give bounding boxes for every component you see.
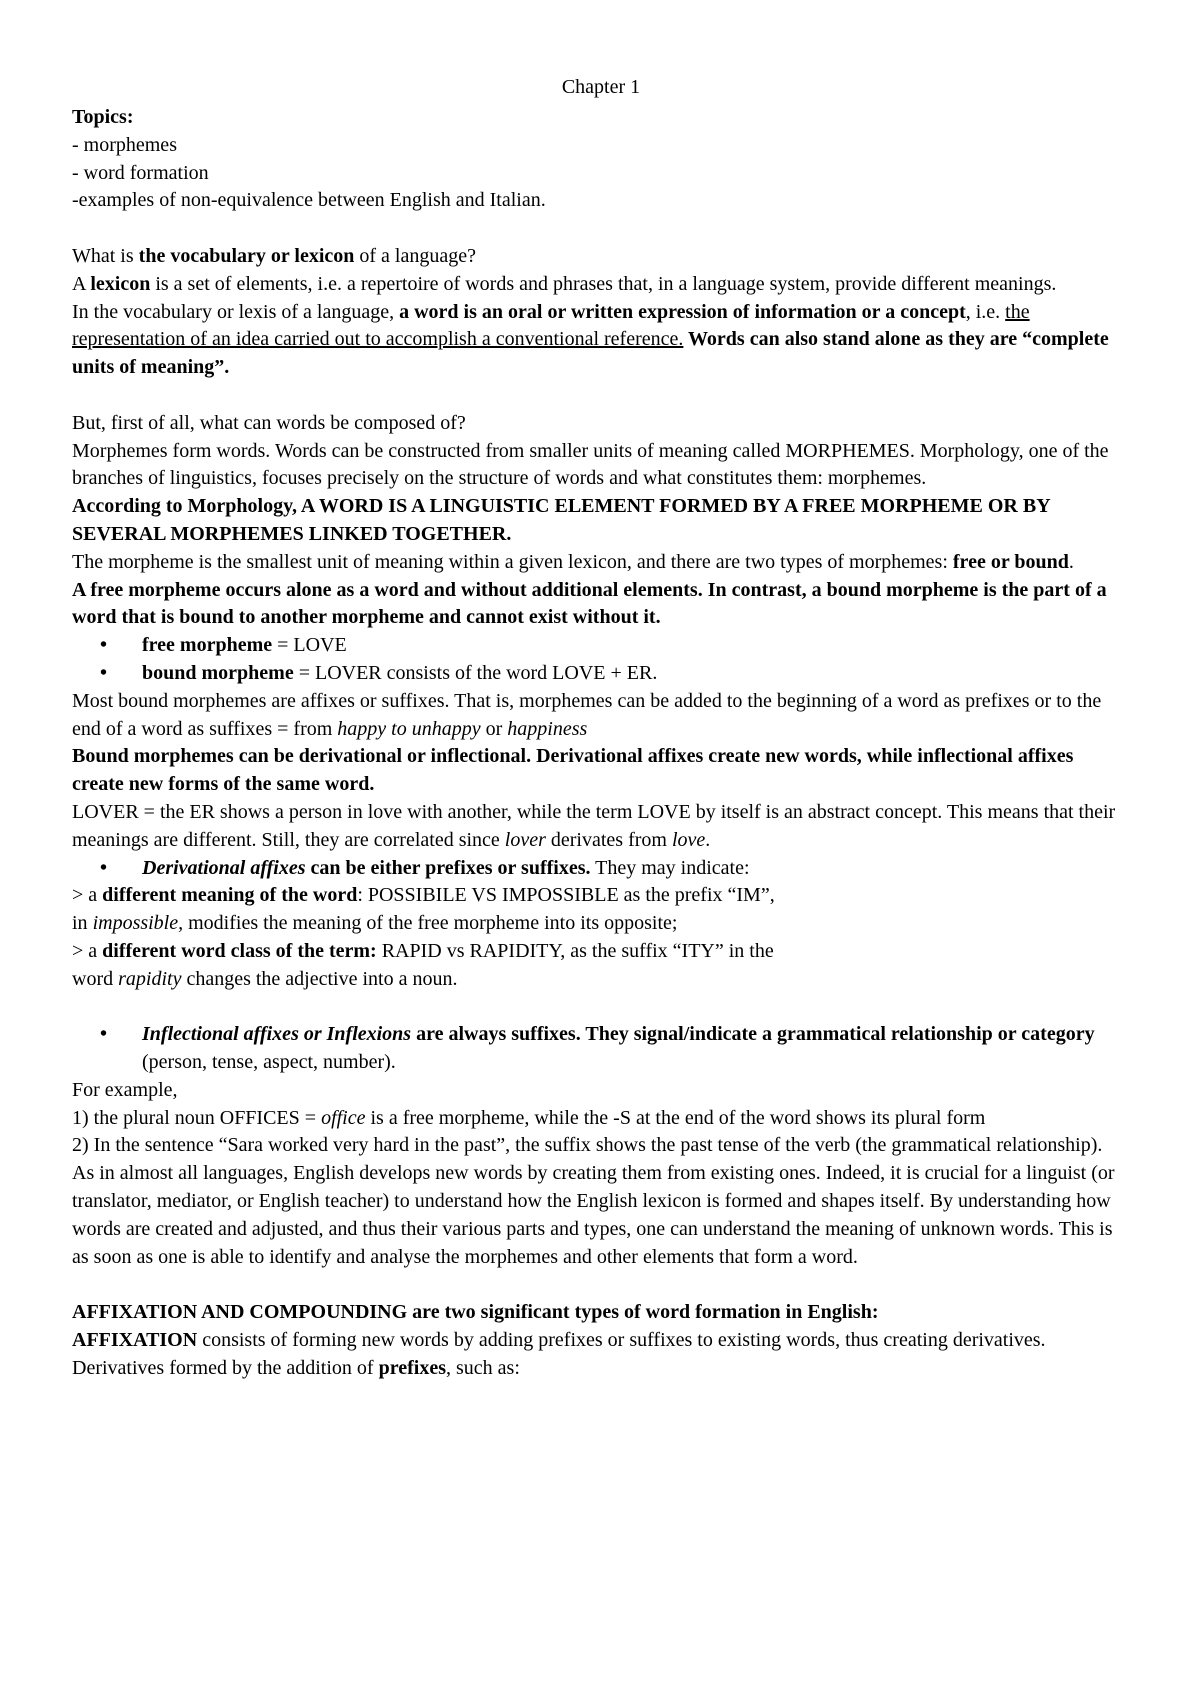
word-definition: In the vocabulary or lexis of a language, a word is an oral or written expression of information or a concept, i.e. the representation of an idea carried out to accomplish a conventional reference. Words can also stand alone as they are “complete units of meaning”. [72,300,1109,379]
morpheme-bullet-list [72,632,1130,688]
composed-question: But, first of all, what can words be composed of? [72,411,466,434]
different-class-line: > a different word class of the term: RAPID vs RAPIDITY, as the suffix “ITY” in the [72,939,774,962]
topics-heading: Topics: [72,106,134,128]
topic-item: -examples of non-equivalence between English and Italian. [72,189,546,212]
list-item: • bound morpheme = LOVER consists of the word LOVE + ER. [142,660,1130,688]
lover-example: LOVER = the ER shows a person in love with another, while the term LOVE by itself is an abstract concept. This means that their meanings are different. Still, they are correlated since lover derivates from love. [72,800,1116,851]
example-1: 1) the plural noun OFFICES = office is a free morpheme, while the -S at the end of the word shows its plural form [72,1106,986,1129]
inflectional-bullet-list [72,1021,1130,1077]
different-meaning-line: > a different meaning of the word: POSSIBILE VS IMPOSSIBLE as the prefix “IM”, [72,884,775,907]
derivational-bullet-list [72,855,1130,883]
word-formation-paragraph: As in almost all languages, English develops new words by creating them from existing ones. Indeed, it is crucial for a linguist (or translator, mediator, or English teacher) to understand how the English lexicon is formed and shapes itself. By understanding how words are created and adjusted, and thus their various parts and types, one can understand the meaning of unknown words. This is as soon as one is able to identify and analyse the morphemes and other elements that form a word. [72,1162,1115,1268]
free-bound-definition: A free morpheme occurs alone as a word and without additional elements. In contrast, a bound morpheme is the part of a word that is bound to another morpheme and cannot exist without it. [72,578,1107,629]
bound-morphemes-paragraph: Most bound morphemes are affixes or suffixes. That is, morphemes can be added to the beginning of a word as prefixes or to the end of a word as suffixes = from happy to unhappy or happiness [72,689,1102,740]
for-example: For example, [72,1078,178,1101]
morphology-statement: According to Morphology, A WORD IS A LINGUISTIC ELEMENT FORMED BY A FREE MORPHEME OR BY SEVERAL MORPHEMES LINKED TOGETHER. [72,495,1050,545]
list-item: • Derivational affixes can be either prefixes or suffixes. They may indicate: [142,855,1130,883]
derivational-inflectional-statement: Bound morphemes can be derivational or inflectional. Derivational affixes create new words, while inflectional affixes create new forms of the same word. [72,745,1074,796]
rapidity-line: word rapidity changes the adjective into a noun. [72,967,458,990]
question-lexicon: What is the vocabulary or lexicon of a language? [72,244,476,267]
morphemes-paragraph: Morphemes form words. Words can be constructed from smaller units of meaning called MORPHEMES. Morphology, one of the branches of linguistics, focuses precisely on the structure of words and what constitutes them: morphemes. [72,439,1109,490]
affixation-definition: AFFIXATION consists of forming new words by adding prefixes or suffixes to existing words, thus creating derivatives. [72,1329,1046,1352]
list-item: • free morpheme = LOVE [142,632,1130,660]
lexicon-definition: A lexicon is a set of elements, i.e. a repertoire of words and phrases that, in a language system, provide different meanings. [72,272,1057,295]
derivatives-prefixes: Derivatives formed by the addition of prefixes, such as: [72,1356,520,1379]
list-item: • Inflectional affixes or Inflexions are always suffixes. They signal/indicate a grammatical relationship or category (person, tense, aspect, number). [142,1021,1130,1077]
topic-item: - morphemes [72,133,177,156]
affixation-compounding-heading: AFFIXATION AND COMPOUNDING are two significant types of word formation in English: [72,1301,879,1324]
morpheme-types: The morpheme is the smallest unit of meaning within a given lexicon, and there are two types of morphemes: free or bound. [72,550,1074,573]
chapter-title: Chapter 1 [561,76,641,98]
topic-item: - word formation [72,161,209,184]
example-2: 2) In the sentence “Sara worked very hard in the past”, the suffix shows the past tense of the verb (the grammatical relationship). [72,1134,1103,1157]
impossible-line: in impossible, modifies the meaning of the free morpheme into its opposite; [72,912,678,935]
